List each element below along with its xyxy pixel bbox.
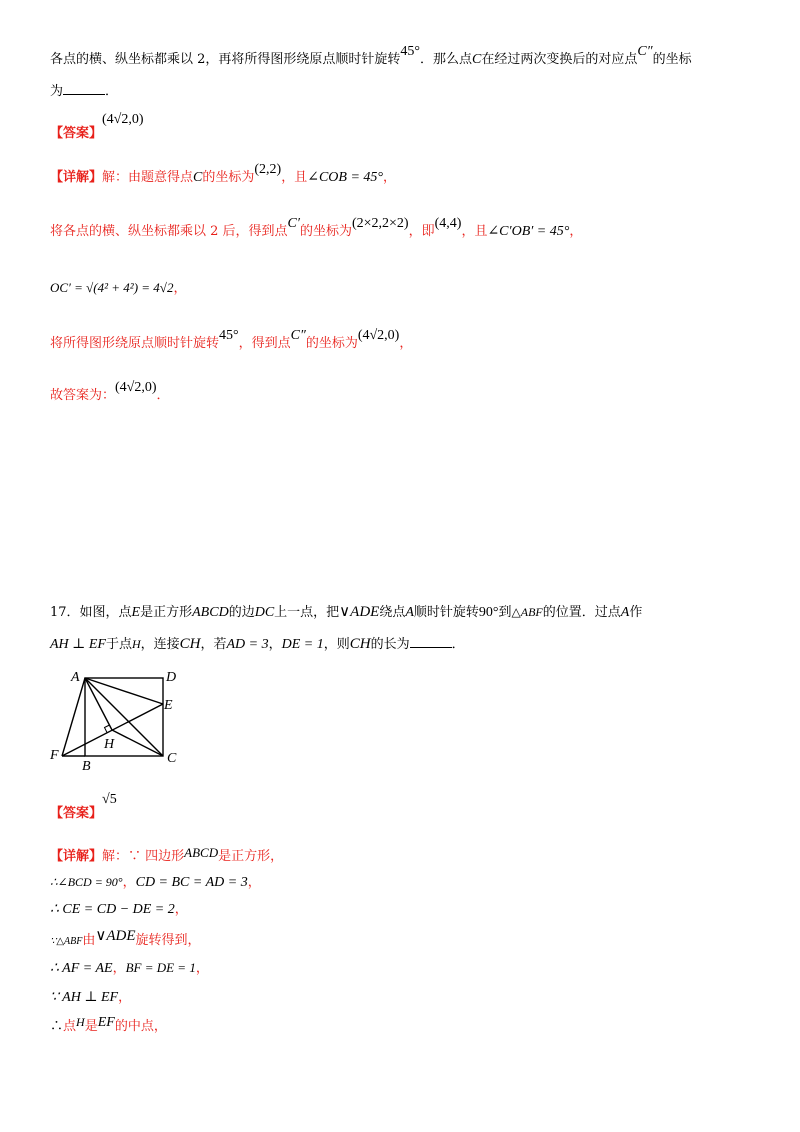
q17-text: 的长为 bbox=[370, 637, 410, 652]
q17-text: 顺时针旋转 bbox=[413, 605, 479, 620]
q17-text: 作 bbox=[629, 605, 643, 620]
detail-text: 的坐标为 bbox=[305, 336, 358, 351]
point-c: C bbox=[193, 170, 203, 185]
detail-text: ， bbox=[195, 961, 209, 976]
ah-perp-ef: AH ⊥ EF bbox=[50, 637, 106, 652]
answer-blank bbox=[410, 635, 452, 648]
segment-ch: CH bbox=[349, 636, 371, 652]
detail-text: 是正方形， bbox=[218, 849, 284, 864]
segment-hc bbox=[112, 730, 163, 756]
answer-value: (4√2,0) bbox=[102, 112, 144, 127]
point-h: H bbox=[131, 637, 141, 651]
detail-text: 旋转得到， bbox=[135, 933, 201, 948]
q17-text: 是正方形 bbox=[140, 605, 193, 620]
detail-text: ， bbox=[569, 224, 583, 239]
point-c: C bbox=[472, 52, 482, 67]
point-h: H bbox=[76, 1015, 85, 1029]
detail-text: ， bbox=[122, 875, 136, 890]
label-b: B bbox=[82, 759, 91, 774]
answer-value: √5 bbox=[102, 792, 117, 807]
angle-bcd-90: ∴∠BCD = 90° bbox=[50, 875, 123, 889]
coord: (4,4) bbox=[434, 216, 462, 231]
detail-text: 点 bbox=[63, 1019, 77, 1034]
q17-step-2 bbox=[50, 872, 261, 893]
q17-text: 绕点 bbox=[379, 605, 406, 620]
q17-step-4 bbox=[50, 930, 201, 952]
q17-step-6 bbox=[50, 988, 131, 1008]
q17-text: 的边 bbox=[228, 605, 255, 620]
bf-equals-de: BF = DE = 1 bbox=[125, 960, 196, 975]
label-e: E bbox=[164, 698, 173, 713]
cd-bc-ad-3: CD = BC = AD = 3 bbox=[135, 875, 248, 890]
q16-line-1 bbox=[50, 44, 692, 70]
detail-text: 将各点的横、纵坐标都乘以 2 后，得到点 bbox=[50, 224, 288, 239]
detail-text: 故答案为： bbox=[50, 388, 116, 403]
q16-detail-4 bbox=[50, 328, 413, 354]
detail-text: ， bbox=[173, 281, 187, 296]
detail-text: ，即 bbox=[408, 224, 435, 239]
q17-text: ，若 bbox=[200, 637, 227, 652]
q16-answer bbox=[50, 112, 144, 141]
point-e: E bbox=[131, 605, 141, 620]
detail-text: 解：由题意得点 bbox=[102, 170, 194, 185]
q17-text: 于点 bbox=[105, 637, 132, 652]
angle-cob-prime: ∠C′OB′ = 45° bbox=[487, 224, 570, 239]
detail-text: ， bbox=[118, 990, 132, 1005]
coord: (4√2,0) bbox=[115, 380, 157, 395]
q16-detail-2 bbox=[50, 216, 583, 242]
q16-text: 各点的横、纵坐标都乘以 2，再将所得图形绕原点顺时针旋转 bbox=[50, 52, 401, 67]
point-c-prime: C′ bbox=[287, 216, 300, 231]
square-abcd: ABCD bbox=[184, 845, 219, 860]
q16-detail-1 bbox=[50, 162, 397, 188]
detail-text: 由 bbox=[82, 933, 96, 948]
label-d: D bbox=[166, 670, 177, 685]
detail-text: ，且 bbox=[281, 170, 308, 185]
triangle-abf: △ABF bbox=[511, 605, 543, 619]
q17-step-3 bbox=[50, 900, 188, 920]
q17-step-1 bbox=[50, 846, 283, 867]
detail-text: ， bbox=[383, 170, 397, 185]
q17-text: ，则 bbox=[323, 637, 350, 652]
label-c: C bbox=[167, 751, 177, 766]
detail-label: 【详解】 bbox=[50, 849, 103, 864]
detail-text: ， bbox=[112, 961, 126, 976]
q17-text: 的位置．过点 bbox=[542, 605, 621, 620]
q16-text: ． bbox=[105, 84, 119, 99]
q17-text: ， bbox=[268, 637, 282, 652]
oc-prime-formula: OC′ = √(4² + 4²) = 4√2 bbox=[50, 280, 174, 295]
q17-step-5 bbox=[50, 958, 209, 979]
coord-expr: (2×2,2×2) bbox=[351, 216, 409, 231]
q17-line-1 bbox=[50, 602, 642, 623]
angle-90: 90° bbox=[478, 605, 499, 620]
q17-text: 上一点，把 bbox=[274, 605, 340, 620]
ce-equals-2: ∴ CE = CD − DE = 2 bbox=[50, 902, 175, 917]
detail-label: 【详解】 bbox=[50, 170, 103, 185]
angle-cob: ∠COB = 45° bbox=[307, 170, 384, 185]
angle-45: 45° bbox=[400, 44, 421, 59]
q17-text: 17．如图，点 bbox=[50, 605, 132, 620]
coord: (4√2,0) bbox=[357, 328, 400, 343]
segment-ac bbox=[85, 678, 163, 756]
square-abcd: ABCD bbox=[192, 605, 229, 620]
ad-equals-3: AD = 3 bbox=[226, 637, 269, 652]
label-h: H bbox=[104, 737, 115, 752]
label-f: F bbox=[50, 748, 59, 763]
q16-detail-3 bbox=[50, 278, 186, 299]
triangle-ade: ∨ADE bbox=[95, 928, 136, 944]
detail-text: 将所得图形绕原点顺时针旋转 bbox=[50, 336, 220, 351]
q16-text: ．那么点 bbox=[420, 52, 473, 67]
answer-blank bbox=[63, 82, 105, 95]
triangle-abf: ∵△ABF bbox=[50, 936, 83, 947]
detail-text: ． bbox=[156, 388, 170, 403]
detail-text: 的坐标为 bbox=[202, 170, 255, 185]
detail-text: ， bbox=[174, 902, 188, 917]
detail-text: ， bbox=[247, 875, 261, 890]
detail-text: 是 bbox=[84, 1019, 98, 1034]
point-c-double-prime: C″ bbox=[637, 44, 653, 59]
detail-text: ， bbox=[399, 336, 413, 351]
therefore-symbol: ∴ bbox=[50, 1019, 64, 1034]
ah-perp-ef: ∵ AH ⊥ EF bbox=[50, 990, 119, 1005]
q16-line-2 bbox=[50, 82, 118, 102]
q16-detail-5 bbox=[50, 380, 170, 406]
point-a: A bbox=[405, 605, 414, 620]
q16-text: 的坐标 bbox=[652, 52, 692, 67]
geometry-figure bbox=[40, 664, 190, 776]
answer-label: 【答案】 bbox=[50, 806, 103, 821]
q17-answer bbox=[50, 792, 117, 821]
segment-ef: EF bbox=[97, 1015, 115, 1030]
coord: (2,2) bbox=[254, 162, 282, 177]
q17-text: 到 bbox=[498, 605, 512, 620]
detail-text: 的中点， bbox=[114, 1019, 167, 1034]
de-equals-1: DE = 1 bbox=[281, 637, 324, 652]
af-equals-ae: ∴ AF = AE bbox=[50, 961, 113, 976]
side-dc: DC bbox=[254, 605, 275, 620]
q17-text: ，连接 bbox=[140, 637, 180, 652]
answer-label: 【答案】 bbox=[50, 126, 103, 141]
detail-text: ，得到点 bbox=[238, 336, 291, 351]
detail-text: 的坐标为 bbox=[299, 224, 352, 239]
angle-45: 45° bbox=[219, 328, 239, 343]
q17-text: ． bbox=[451, 637, 465, 652]
detail-text: ，且 bbox=[461, 224, 488, 239]
point-c-double-prime: C″ bbox=[290, 328, 306, 343]
point-a: A bbox=[620, 605, 630, 620]
q16-text: 在经过两次变换后的对应点 bbox=[481, 52, 638, 67]
label-a: A bbox=[71, 670, 80, 685]
triangle-ade: ∨ADE bbox=[339, 604, 380, 620]
detail-text: 解：∵ 四边形 bbox=[102, 849, 185, 864]
q16-text: 为 bbox=[50, 84, 64, 99]
segment-af bbox=[62, 678, 85, 756]
q17-step-7 bbox=[50, 1016, 167, 1037]
segment-ch: CH bbox=[179, 636, 201, 652]
q17-line-2 bbox=[50, 634, 465, 655]
